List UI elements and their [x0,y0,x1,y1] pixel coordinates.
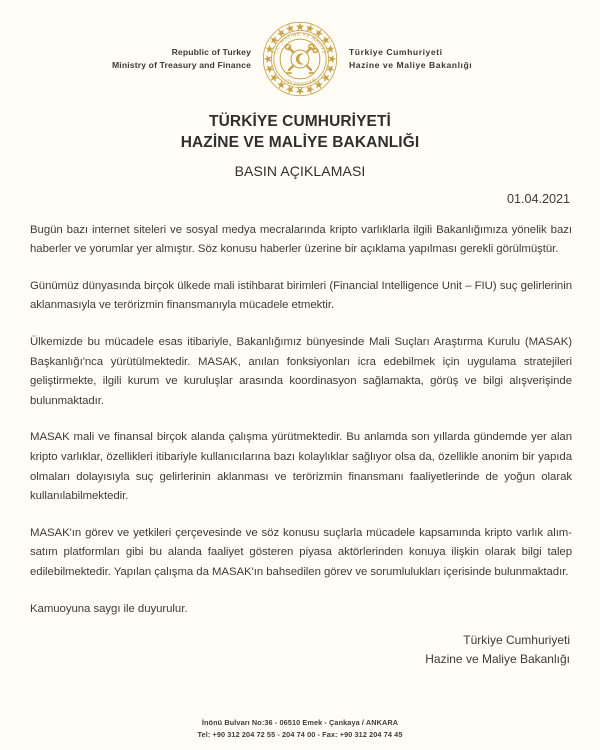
signature-line1: Türkiye Cumhuriyeti [463,633,570,648]
document-title-line2: HAZİNE VE MALİYE BAKANLIĞI [180,133,420,151]
body-paragraph: MASAK'ın görev ve yetkileri çerçevesinde ve söz konusu suçlarla mücadele kapsamında kripto varlık alım-satım platformları gibi bu alanda faaliyet gösteren piyasa aktörlerinden konuya ilişkin olarak bilgi talep edilebilmektedir. Yapılan çalışma da MASAK'ın bahsedilen görev ve sorumlulukları içerisinde bulunmaktadır. [30,526,572,579]
signature-line2: Hazine ve Maliye Bakanlığı [425,651,570,666]
letterhead-english-line1: Republic of Turkey [171,46,251,57]
footer-contact: Tel: +90 312 204 72 55 - 204 74 00 - Fax: +90 312 204 74 45 [197,730,403,740]
document-body [0,221,600,620]
body-paragraph: Bugün bazı internet siteleri ve sosyal medya mecralarında kripto varlıklarla ilgili Bakanlığımıza yönelik bazı haberler ve yorumlar yer almıştır. Söz konusu haberler üzerine bir açıklama yapılması gerekli görülmüştür. [30,223,572,256]
page-title [0,112,600,179]
letterhead-english [101,46,251,73]
signature-block [0,631,600,667]
document-title-line1: TÜRKİYE CUMHURİYETİ [209,113,391,130]
ministry-emblem-icon [261,20,339,98]
body-paragraph: MASAK mali ve finansal birçok alanda çalışma yürütmektedir. Bu anlamda son yıllarda gündemde yer alan kripto varlıklar, özellikleri itibariyle kullanıcılarına bazı kolaylıklar sağlıyor olsa da, özellikle anonim bir yapıda olmaları dolayısıyla suç gelirlerinin aklanması ve terörizmin finansmanı faaliyetlerinde de yoğun olarak kullanılabilmektedir. [30,431,572,503]
document-footer [0,717,600,741]
letterhead-turkish-line1: Türkiye Cumhuriyeti [349,46,443,57]
svg-text:BAKANLIĞI: BAKANLIĞI [284,76,316,86]
letterhead [0,0,600,96]
closing-statement: Kamuoyuna saygı ile duyurulur. [30,602,188,615]
letterhead-turkish [349,46,499,73]
footer-address: İnönü Bulvarı No:36 - 06510 Emek - Çankaya / ANKARA [201,718,399,728]
letterhead-english-line2: Ministry of Treasury and Finance [112,60,251,70]
svg-text:T.C. HAZİNE VE MALİYE: T.C. HAZİNE VE MALİYE [274,32,326,56]
body-paragraph: Ülkemizde bu mücadele esas itibariyle, Bakanlığımız bünyesinde Mali Suçları Araştırma Kurulu (MASAK) Başkanlığı'nca yürütülmektedir. MASAK, anılan fonksiyonları icra edebilmek için uygulama stratejileri geliştirmekte, ilgili kurum ve kuruluşlar arasında koordinasyon sağlamakta, görüş ve bilgi alışverişinde bulunmaktadır. [30,335,572,407]
letterhead-turkish-line2: Hazine ve Maliye Bakanlığı [349,60,473,70]
document-subtitle: BASIN AÇIKLAMASI [234,162,366,179]
body-paragraph: Günümüz dünyasında birçok ülkede mali istihbarat birimleri (Financial Intelligence Unit – FIU) suç gelirlerinin aklanmasıyla ve terörizmin finansmanıyla mücadele etmektir. [30,279,572,312]
document-date: 01.04.2021 [506,191,570,206]
